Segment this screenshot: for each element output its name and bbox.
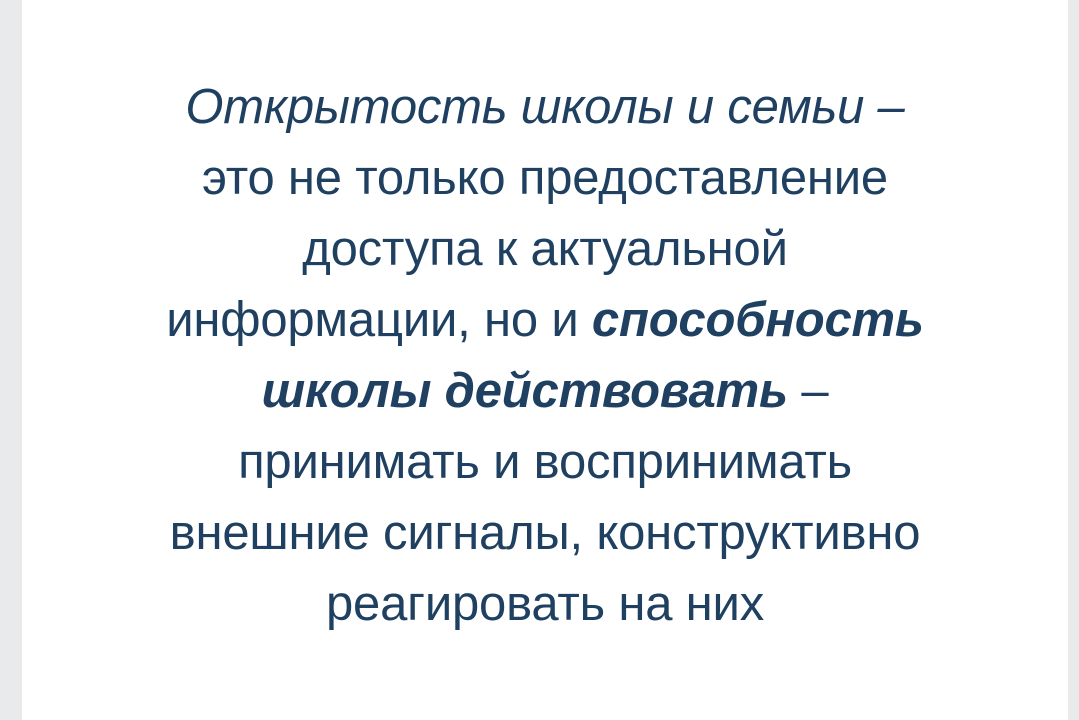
quote-line-7-segment-1: внешние сигналы, конструктивно: [169, 506, 921, 560]
quote-line-2-segment-1: это не только предоставление: [202, 151, 888, 205]
slide-canvas: [22, 0, 1068, 720]
left-margin-strip: [0, 0, 22, 720]
quote-line-5-segment-2: –: [787, 364, 829, 418]
quote-line-3: [82, 214, 1008, 285]
quote-line-6: [82, 427, 1008, 498]
quote-text-block: [82, 72, 1008, 640]
quote-line-5: [82, 356, 1008, 427]
quote-line-8: [82, 569, 1008, 640]
quote-line-8-segment-1: реагировать на них: [326, 577, 764, 631]
quote-line-1-segment-1: Открытость школы и семьи –: [185, 80, 905, 134]
quote-line-4-segment-1: информации, но и: [166, 293, 592, 347]
quote-line-6-segment-1: принимать и воспринимать: [238, 435, 852, 489]
quote-line-5-segment-1-emphasis: школы действовать: [261, 364, 788, 418]
right-margin-strip: [1068, 0, 1079, 720]
quote-line-1: [82, 72, 1008, 143]
quote-line-2: [82, 143, 1008, 214]
quote-line-4-segment-2-emphasis: способность: [591, 293, 924, 347]
quote-line-3-segment-1: доступа к актуальной: [302, 222, 788, 276]
quote-line-7: [82, 498, 1008, 569]
quote-line-4: [82, 285, 1008, 356]
